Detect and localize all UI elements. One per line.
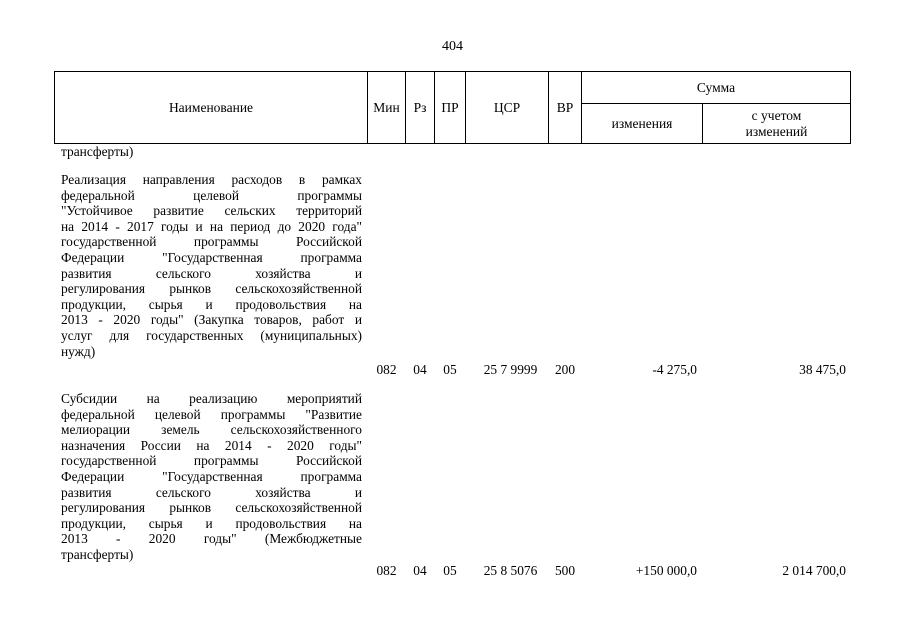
header-with-change-line2: изменений bbox=[745, 123, 808, 139]
row-1-pr: 05 bbox=[443, 362, 457, 377]
row-2-min: 082 bbox=[376, 563, 397, 578]
row-2-change: +150 000,0 bbox=[635, 563, 697, 578]
row-2-pr: 05 bbox=[443, 563, 457, 578]
row-2-line: развития сельского хозяйства и bbox=[61, 484, 362, 500]
row-1-line: продукции, сырья и продовольствия на bbox=[61, 296, 362, 312]
row-2-csr: 25 8 5076 bbox=[483, 563, 538, 578]
row-1-line: развития сельского хозяйства и bbox=[61, 265, 362, 281]
row-2-line: продукции, сырья и продовольствия на bbox=[61, 515, 362, 531]
row-1-line: государственной программы Российской bbox=[61, 234, 362, 250]
row-1-line: 2013 - 2020 годы" (Закупка товаров, работ и bbox=[61, 312, 362, 328]
row-1-csr: 25 7 9999 bbox=[483, 362, 538, 377]
header-vr: ВР bbox=[556, 99, 574, 115]
header-min: Мин bbox=[373, 99, 400, 115]
header-with-change bbox=[703, 104, 850, 143]
row-1-with-change: 38 475,0 bbox=[799, 362, 846, 377]
row-2-line: Субсидии на реализацию мероприятий bbox=[61, 391, 362, 406]
row-2-line: Федерации "Государственная программа bbox=[61, 468, 362, 484]
row-2-rz: 04 bbox=[413, 563, 427, 578]
row-1-line: Реализация направления расходов в рамках bbox=[61, 172, 362, 187]
header-rz: Рз bbox=[413, 99, 427, 115]
row-1-change: -4 275,0 bbox=[652, 362, 697, 377]
row-1-line: Федерации "Государственная программа bbox=[61, 249, 362, 265]
header-summa: Сумма bbox=[696, 79, 736, 95]
row-2-line: трансферты) bbox=[61, 546, 134, 562]
row-1-name bbox=[61, 172, 362, 359]
header-csr: ЦСР bbox=[493, 99, 521, 115]
row-2-line: государственной программы Российской bbox=[61, 453, 362, 469]
row-2-line: мелиорации земель сельскохозяйственного bbox=[61, 422, 362, 438]
row-1-line: регулирования рынков сельскохозяйственной bbox=[61, 281, 362, 297]
row-1-vr: 200 bbox=[554, 362, 576, 377]
header-right-border bbox=[850, 71, 851, 144]
row-2-with-change: 2 014 700,0 bbox=[782, 563, 846, 578]
row-2-line: федеральной целевой программы "Развитие bbox=[61, 406, 362, 422]
row-1-line: федеральной целевой программы bbox=[61, 187, 362, 203]
header-name: Наименование bbox=[168, 99, 254, 115]
continuation-text bbox=[61, 144, 362, 160]
header-with-change-line1: с учетом bbox=[751, 107, 802, 123]
header-change: изменения bbox=[611, 115, 673, 131]
continuation-line: трансферты) bbox=[61, 144, 134, 159]
row-1-line: на 2014 - 2017 годы и на период до 2020 года" bbox=[61, 218, 362, 234]
page-number: 404 bbox=[442, 39, 463, 54]
row-1-line: услуг для государственных (муниципальных) bbox=[61, 327, 362, 343]
row-2-name bbox=[61, 391, 362, 563]
header-pr: ПР bbox=[441, 99, 459, 115]
row-1-line: "Устойчивое развитие сельских территорий bbox=[61, 203, 362, 219]
row-1-rz: 04 bbox=[413, 362, 427, 377]
row-1-min: 082 bbox=[376, 362, 397, 377]
row-1-line: нужд) bbox=[61, 343, 96, 359]
row-2-line: назначения России на 2014 - 2020 годы" bbox=[61, 437, 362, 453]
row-2-vr: 500 bbox=[554, 563, 576, 578]
row-2-line: регулирования рынков сельскохозяйственной bbox=[61, 500, 362, 516]
row-2-line: 2013 - 2020 годы" (Межбюджетные bbox=[61, 531, 362, 547]
